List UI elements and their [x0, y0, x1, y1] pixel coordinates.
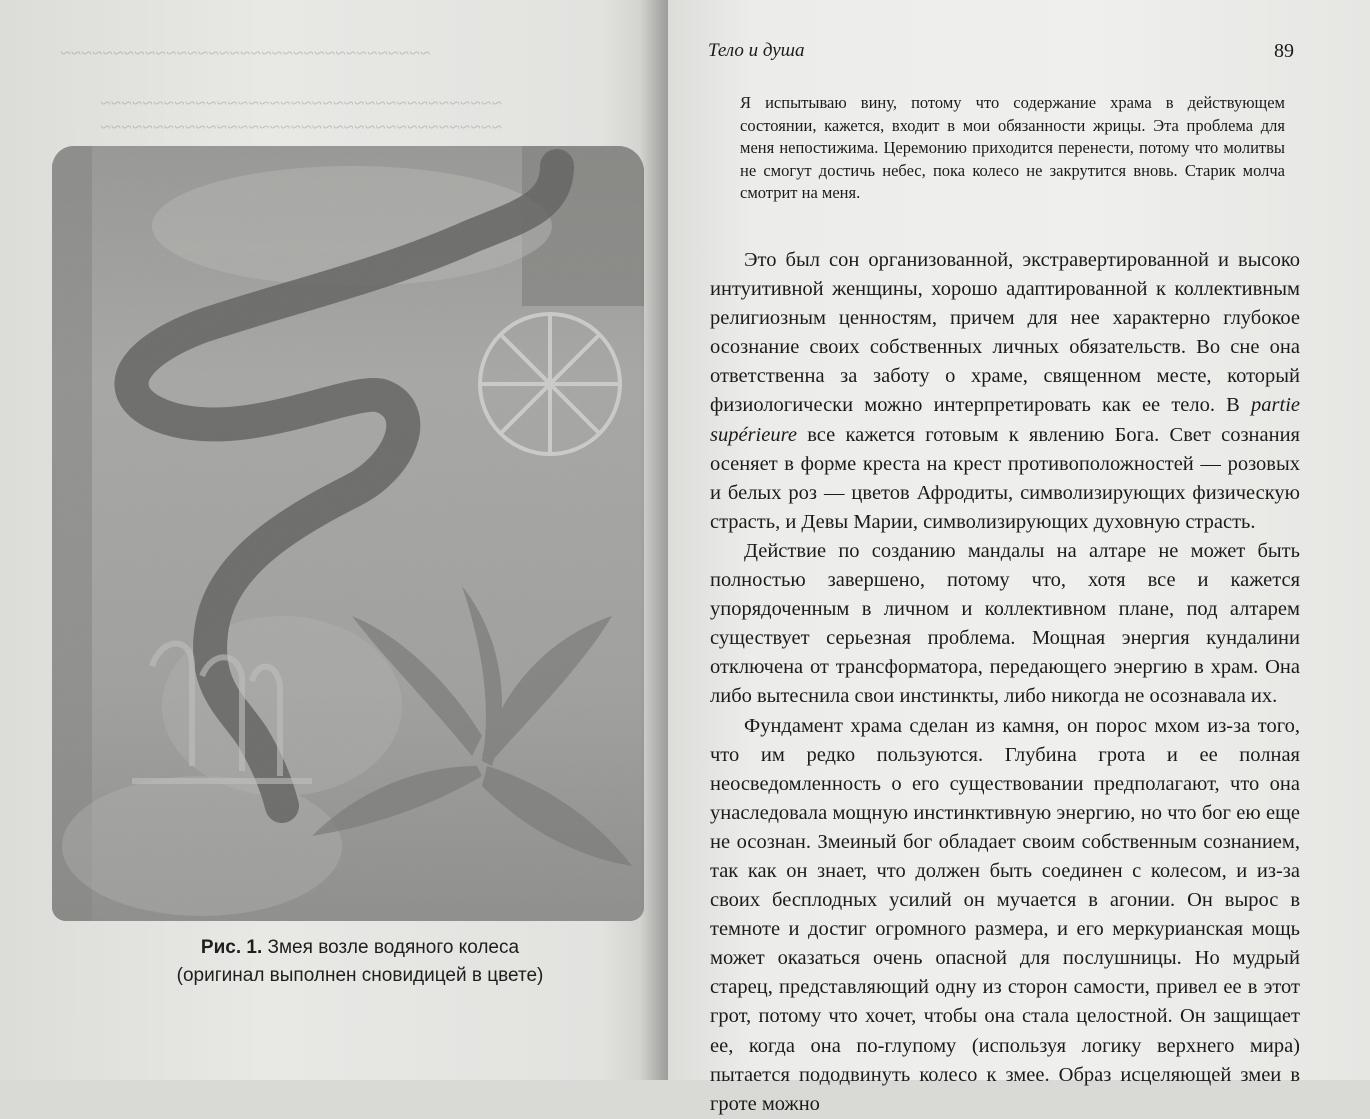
figure-caption: [80, 934, 640, 990]
paragraph-text: все кажется готовым к явлению Бога. Свет сознания осеняет в форме креста на крест противоположностей — розовых и белых роз — цветов Афродиты, символизирующих физическую страсть, и Девы Марии, символизирующих духовную страсть.: [710, 423, 1300, 533]
italic-phrase: partie supérieure: [710, 394, 1300, 446]
figure-title: Змея возле водяного колеса: [267, 937, 520, 958]
left-page: [0, 0, 668, 1080]
right-page: [668, 0, 1370, 1115]
paragraph: Фундамент храма сделан из камня, он порос мхом из-за того, что им редко пользуются. Глубина грота и ее полная неосведомленность о его существовании предполагают, что она унаследовала мощную инстинктивную энергию, но что бог ею еще не осознан. Змеиный бог обладает своим собственным сознанием, так как он знает, что должен быть соединен с колесом, и из-за своих бесплодных усилий он мучается в агонии. Он вырос в темноте и достиг огромного размера, и его меркурианская мощь может оказаться очень опасной для послушницы. Но мудрый старец, представляющий одну из сторон самости, привел ее в этот грот, потому что хочет, чтобы она стала целостной. Он защищает ее, когда она по-глупому (используя логику верхнего мира) пытается пододвинуть колесо к змее. Образ исцеляющей змеи в гроте можно: [710, 714, 1300, 1115]
figure-label: Рис. 1.: [200, 937, 263, 958]
serpent-and-wheel-drawing: [52, 146, 644, 921]
figure-note: (оригинал выполнен сновидицей в цвете): [176, 965, 544, 986]
running-head: Тело и душа: [708, 40, 805, 61]
page-number: 89: [1274, 40, 1294, 62]
paragraph: [710, 246, 1300, 537]
figure-illustration: [52, 146, 644, 921]
bleed-through-text: ~~~~~~~~~~~~~~~~~~~~~~~~~~~~~~~~~~~~~~: [100, 93, 503, 114]
bleed-through-text: ~~~~~~~~~~~~~~~~~~~~~~~~~~~~~~~~~~~: [60, 43, 431, 64]
body-text: [710, 246, 1300, 1119]
paragraph-text: Это был сон организованной, экстравертированной и высоко интуитивной женщины, хорошо адаптированной к коллективным религиозным ценностям, причем для нее характерно глубокое осознание своих собственных личных обязательств. Во сне она ответственна за заботу о храме, священном месте, который физиологически можно интерпретировать как ее тело. В: [710, 249, 1300, 417]
bleed-through-text: ~~~~~~~~~~~~~~~~~~~~~~~~~~~~~~~~~~~~~~: [100, 117, 503, 138]
paragraph: Действие по созданию мандалы на алтаре не может быть полностью завершено, потому что, хотя все и кажется упорядоченным в личном и коллективном плане, под алтарем существует серьезная проблема. Мощная энергия кундалини отключена от трансформатора, передающего энергию в храм. Она либо вытеснила свои инстинкты, либо никогда не осознавала их.: [710, 539, 1300, 708]
dream-quote: Я испытываю вину, потому что содержание храма в действующем состоянии, кажется, входит в мои обязанности жрицы. Эта проблема для меня непостижима. Церемонию приходится перенести, потому что молитвы не смогут достичь небес, пока колесо не закрутится вновь. Старик молча смотрит на меня.: [740, 93, 1285, 202]
